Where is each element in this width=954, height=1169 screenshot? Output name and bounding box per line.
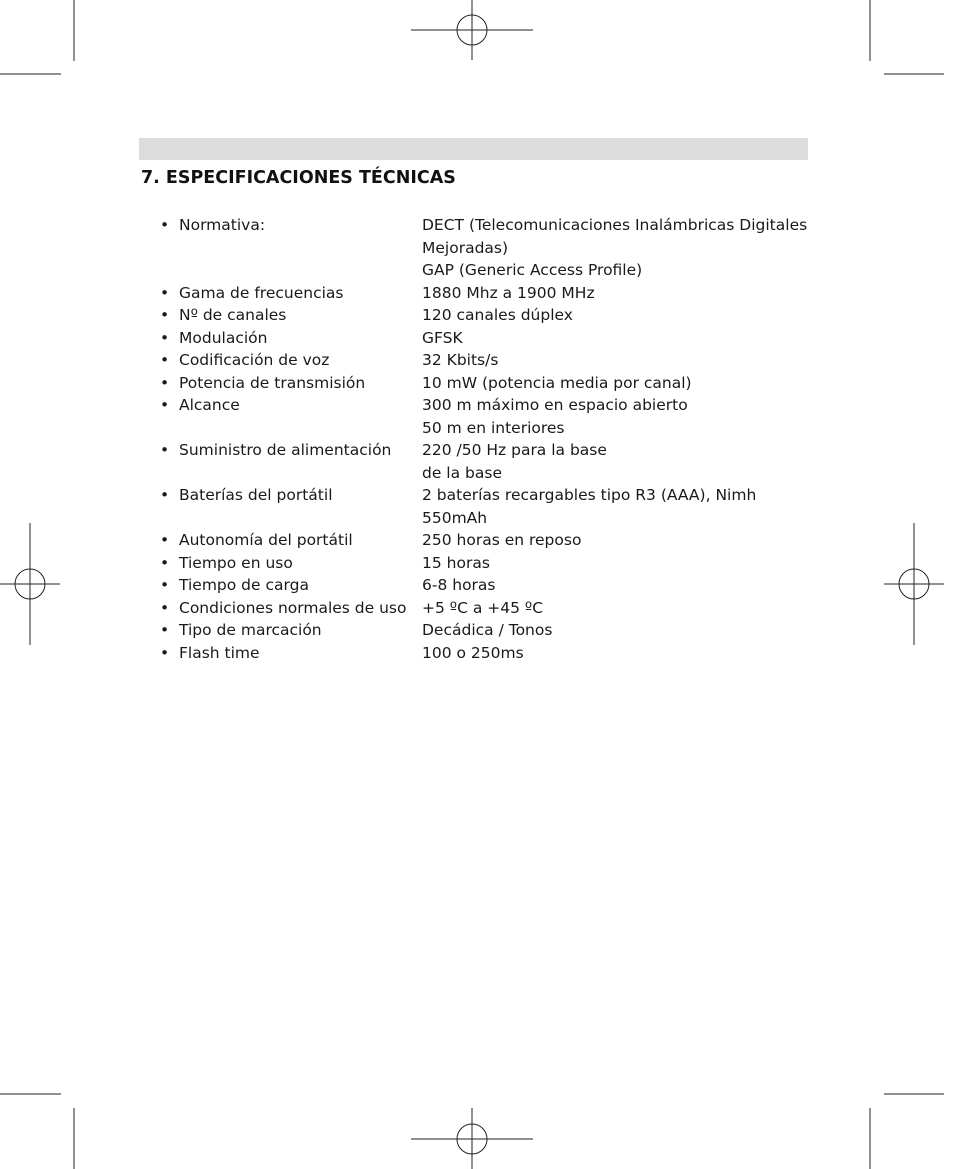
spec-values bbox=[422, 574, 810, 597]
spec-value: 1880 Mhz a 1900 MHz bbox=[422, 283, 595, 302]
section-header-bar bbox=[139, 138, 808, 160]
spec-values bbox=[422, 214, 810, 282]
spec-label: Condiciones normales de uso bbox=[179, 598, 407, 617]
spec-values bbox=[422, 552, 810, 575]
spec-value: de la base bbox=[422, 463, 502, 482]
bullet-icon: • bbox=[160, 351, 170, 369]
bullet-icon: • bbox=[160, 621, 170, 639]
spec-values bbox=[422, 327, 810, 350]
spec-values bbox=[422, 597, 810, 620]
spec-row bbox=[160, 642, 810, 665]
spec-label: Tipo de marcación bbox=[179, 621, 322, 639]
spec-values bbox=[422, 619, 810, 642]
spec-row bbox=[160, 574, 810, 597]
spec-row bbox=[160, 327, 810, 350]
spec-value: DECT (Telecomunicaciones Inalámbricas Digitales bbox=[422, 216, 808, 234]
spec-row bbox=[160, 394, 810, 439]
spec-values bbox=[422, 439, 810, 484]
spec-row bbox=[160, 214, 810, 282]
spec-label: Gama de frecuencias bbox=[179, 283, 344, 302]
spec-label: Flash time bbox=[179, 643, 260, 662]
spec-label: Nº de canales bbox=[179, 306, 287, 324]
spec-values bbox=[422, 282, 810, 305]
bullet-icon: • bbox=[160, 553, 170, 572]
spec-label: Normativa: bbox=[179, 216, 266, 234]
spec-value: 6-8 horas bbox=[422, 576, 496, 594]
spec-value: 50 m en interiores bbox=[422, 418, 565, 437]
spec-row bbox=[160, 597, 810, 620]
spec-values bbox=[422, 349, 810, 372]
spec-value: 2 baterías recargables tipo R3 (AAA), Nimh bbox=[422, 486, 757, 504]
bullet-icon: • bbox=[160, 328, 170, 347]
spec-value: Decádica / Tonos bbox=[422, 621, 553, 639]
spec-value: 10 mW (potencia media por canal) bbox=[422, 373, 692, 392]
spec-values bbox=[422, 484, 810, 529]
spec-label: Suministro de alimentación bbox=[179, 441, 392, 459]
spec-value: 550mAh bbox=[422, 508, 488, 527]
spec-value: 15 horas bbox=[422, 553, 490, 572]
spec-value: 300 m máximo en espacio abierto bbox=[422, 396, 688, 414]
spec-value: GFSK bbox=[422, 328, 463, 347]
spec-label: Modulación bbox=[179, 328, 268, 347]
spec-values bbox=[422, 529, 810, 552]
page-title: 7. ESPECIFICACIONES TÉCNICAS bbox=[141, 168, 456, 188]
spec-row bbox=[160, 372, 810, 395]
bullet-icon: • bbox=[160, 373, 170, 392]
spec-value: 120 canales dúplex bbox=[422, 306, 573, 324]
spec-value: Mejoradas) bbox=[422, 238, 509, 257]
bullet-icon: • bbox=[160, 531, 170, 549]
bullet-icon: • bbox=[160, 283, 170, 302]
spec-value: 250 horas en reposo bbox=[422, 531, 582, 549]
spec-list bbox=[160, 214, 810, 664]
bullet-icon: • bbox=[160, 576, 170, 594]
spec-row bbox=[160, 529, 810, 552]
spec-values bbox=[422, 372, 810, 395]
spec-row bbox=[160, 484, 810, 529]
bullet-icon: • bbox=[160, 306, 170, 324]
spec-value: GAP (Generic Access Profile) bbox=[422, 261, 643, 279]
spec-label: Codificación de voz bbox=[179, 351, 330, 369]
spec-row bbox=[160, 304, 810, 327]
spec-value: 32 Kbits/s bbox=[422, 351, 499, 369]
spec-row bbox=[160, 619, 810, 642]
spec-label: Baterías del portátil bbox=[179, 486, 333, 504]
spec-label: Tiempo de carga bbox=[179, 576, 309, 594]
spec-row bbox=[160, 349, 810, 372]
bullet-icon: • bbox=[160, 441, 170, 459]
spec-row bbox=[160, 282, 810, 305]
bullet-icon: • bbox=[160, 598, 170, 617]
spec-label: Tiempo en uso bbox=[179, 553, 293, 572]
bullet-icon: • bbox=[160, 486, 170, 504]
bullet-icon: • bbox=[160, 216, 170, 234]
spec-row bbox=[160, 552, 810, 575]
spec-value: +5 ºC a +45 ºC bbox=[422, 598, 544, 617]
spec-label: Potencia de transmisión bbox=[179, 373, 366, 392]
bullet-icon: • bbox=[160, 396, 170, 414]
spec-label: Alcance bbox=[179, 396, 240, 414]
spec-value: 100 o 250ms bbox=[422, 643, 524, 662]
spec-values bbox=[422, 304, 810, 327]
spec-values bbox=[422, 642, 810, 665]
spec-row bbox=[160, 439, 810, 484]
spec-value: 220 /50 Hz para la base bbox=[422, 441, 607, 459]
spec-label: Autonomía del portátil bbox=[179, 531, 353, 549]
spec-values bbox=[422, 394, 810, 439]
bullet-icon: • bbox=[160, 643, 170, 662]
